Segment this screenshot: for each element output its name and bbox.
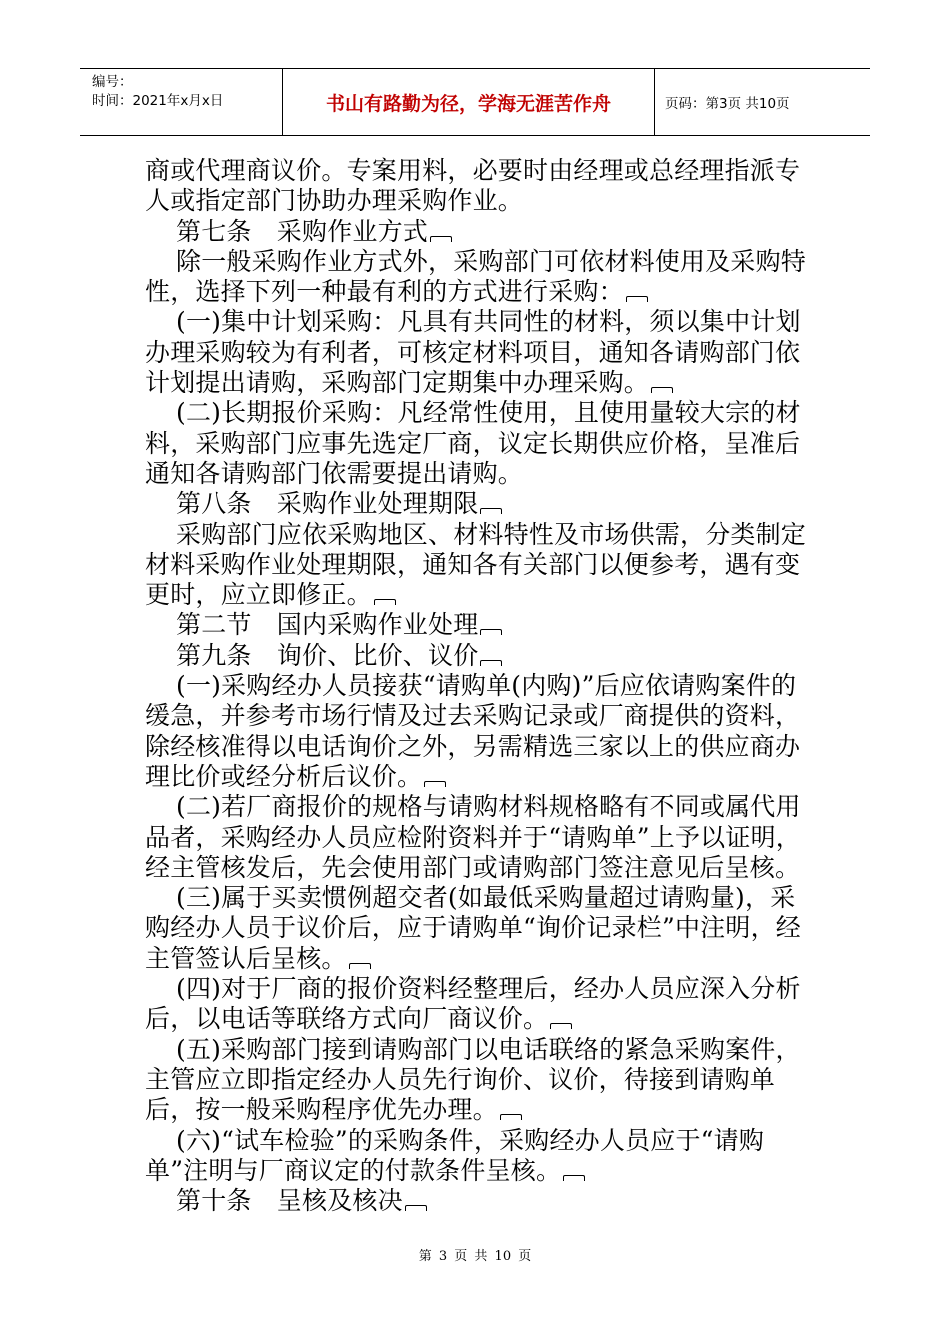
paragraph: 第十条 呈核及核决 [145,1186,810,1216]
document-number-label: 编号： [92,74,133,90]
paragraph-mark-icon [651,387,673,393]
paragraph-mark-icon [480,629,502,635]
section-heading: 第二节 国内采购作业处理 [145,610,810,640]
document-header [80,68,870,136]
paragraph-mark-icon [349,963,371,969]
paragraph-mark-icon [550,1023,572,1029]
paragraph: 第九条 询价、比价、议价 [145,641,810,671]
paragraph-mark-icon [626,296,648,302]
paragraph-mark-icon [405,1205,427,1211]
paragraph: (三)属于买卖惯例超交者(如最低采购量超过请购量)，采购经办人员于议价后，应于请购单“询价记录栏”中注明，经主管签认后呈核。 [145,883,801,973]
paragraph: (一)采购经办人员接获“请购单(内购)”后应依请购案件的缓急，并参考市场行情及过去采购记录或厂商提供的资料，除经核准得以电话询价之外，另需精选三家以上的供应商办理比价或经分析后议价。 [145,671,801,791]
paragraph: 商或代理商议价。专案用料，必要时由经理或总经理指派专人或指定部门协助办理采购作业。 [145,156,801,216]
paragraph: 采购部门应依采购地区、材料特性及市场供需，分类制定材料采购作业处理期限，通知各有关部门以便参考，遇有变更时，应立即修正。 [145,519,807,610]
page-footer: 第 3 页 共 10 页 [418,1249,532,1264]
document-time-label: 时间：2021年x月x日 [92,93,224,109]
paragraph-mark-icon [430,236,452,242]
paragraph-mark-icon [563,1175,585,1181]
paragraph: (二)长期报价采购：凡经常性使用，且使用量较大宗的材料，采购部门应事先选定厂商，议定长期供应价格，呈准后通知各请购部门依需要提出请购。 [145,398,801,488]
paragraph-mark-icon [480,508,502,514]
paragraph-mark-icon [424,781,446,787]
paragraph: (二)若厂商报价的规格与请购材料规格略有不同或属代用品者，采购经办人员应检附资料并于“请购单”上予以证明，经主管核发后，先会使用部门或请购部门签注意见后呈核。 [145,792,801,882]
header-page-number: 页码：第3页 共10页 [665,96,790,112]
paragraph: 第七条 采购作业方式 [145,217,810,247]
paragraph-mark-icon [480,660,502,666]
paragraph: 除一般采购作业方式外，采购部门可依材料使用及采购特性，选择下列一种最有利的方式进行采购： [145,246,807,307]
header-motto: 书山有路勤为径，学海无涯苦作舟 [283,69,655,135]
paragraph: 第八条 采购作业处理期限 [145,489,810,519]
paragraph-mark-icon [500,1114,522,1120]
document-body [145,156,810,1216]
header-meta [80,69,283,135]
paragraph: (五)采购部门接到请购部门以电话联络的紧急采购案件，主管应立即指定经办人员先行询价、议价，待接到请购单后，按一般采购程序优先办理。 [145,1034,801,1125]
paragraph-mark-icon [374,599,396,605]
paragraph: (六)“试车检验”的采购条件，采购经办人员应于“请购单”注明与厂商议定的付款条件呈核。 [145,1125,765,1185]
paragraph: (一)集中计划采购：凡具有共同性的材料，须以集中计划办理采购较为有利者，可核定材料项目，通知各请购部门依计划提出请购，采购部门定期集中办理采购。 [145,307,801,398]
paragraph: (四)对于厂商的报价资料经整理后，经办人员应深入分析后，以电话等联络方式向厂商议价。 [145,974,801,1034]
